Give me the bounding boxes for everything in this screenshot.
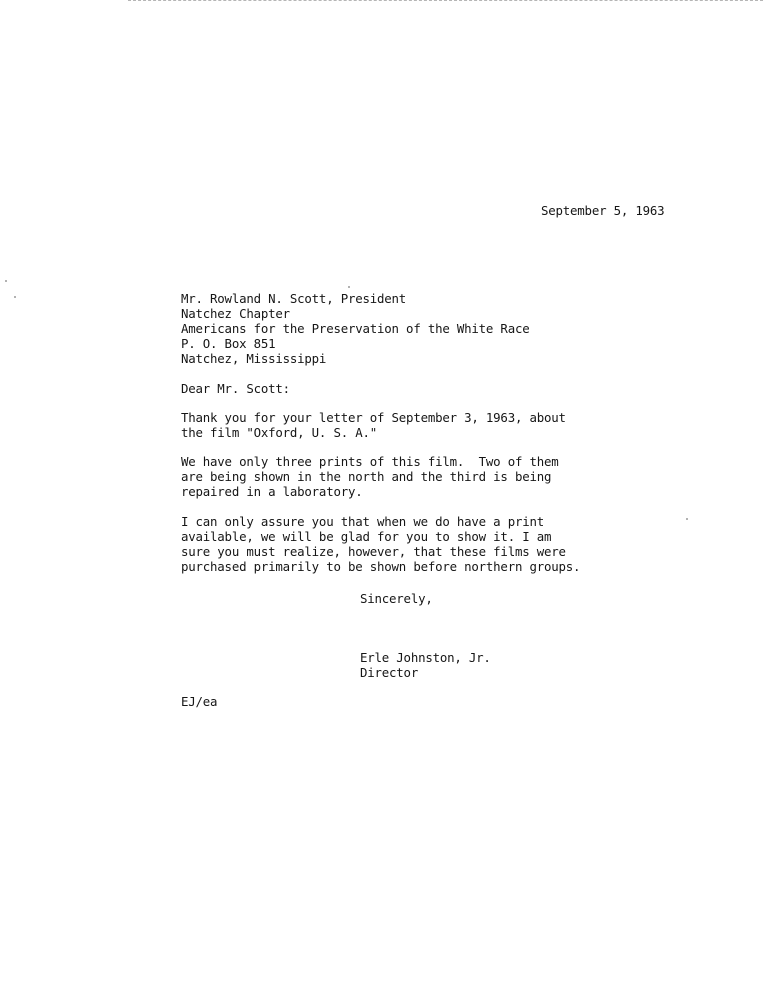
body-line: purchased primarily to be shown before northern groups. <box>181 559 581 574</box>
signer-title: Director <box>360 665 419 680</box>
reference-initials: EJ/ea <box>181 694 218 709</box>
scan-speck <box>14 296 16 298</box>
recipient-line: Natchez Chapter <box>181 306 290 321</box>
recipient-line: Mr. Rowland N. Scott, President <box>181 291 407 306</box>
recipient-line: P. O. Box 851 <box>181 336 276 351</box>
body-line: I can only assure you that when we do have a print <box>181 514 544 529</box>
body-line: the film "Oxford, U. S. A." <box>181 425 378 440</box>
body-line: Thank you for your letter of September 3, 1963, about <box>181 410 566 425</box>
closing: Sincerely, <box>360 591 433 606</box>
body-line: available, we will be glad for you to show it. I am <box>181 529 552 544</box>
body-line: repaired in a laboratory. <box>181 484 363 499</box>
scan-speck <box>348 286 350 288</box>
body-line: We have only three prints of this film. Two of them <box>181 454 559 469</box>
signer-name: Erle Johnston, Jr. <box>360 650 491 665</box>
recipient-line: Americans for the Preservation of the White Race <box>181 321 530 336</box>
body-line: sure you must realize, however, that these films were <box>181 544 566 559</box>
body-line: are being shown in the north and the third is being <box>181 469 552 484</box>
page-top-edge <box>128 0 763 3</box>
scan-speck <box>686 518 688 520</box>
scan-speck <box>5 280 7 282</box>
recipient-line: Natchez, Mississippi <box>181 351 327 366</box>
salutation: Dear Mr. Scott: <box>181 381 290 396</box>
letter-date: September 5, 1963 <box>541 203 665 218</box>
